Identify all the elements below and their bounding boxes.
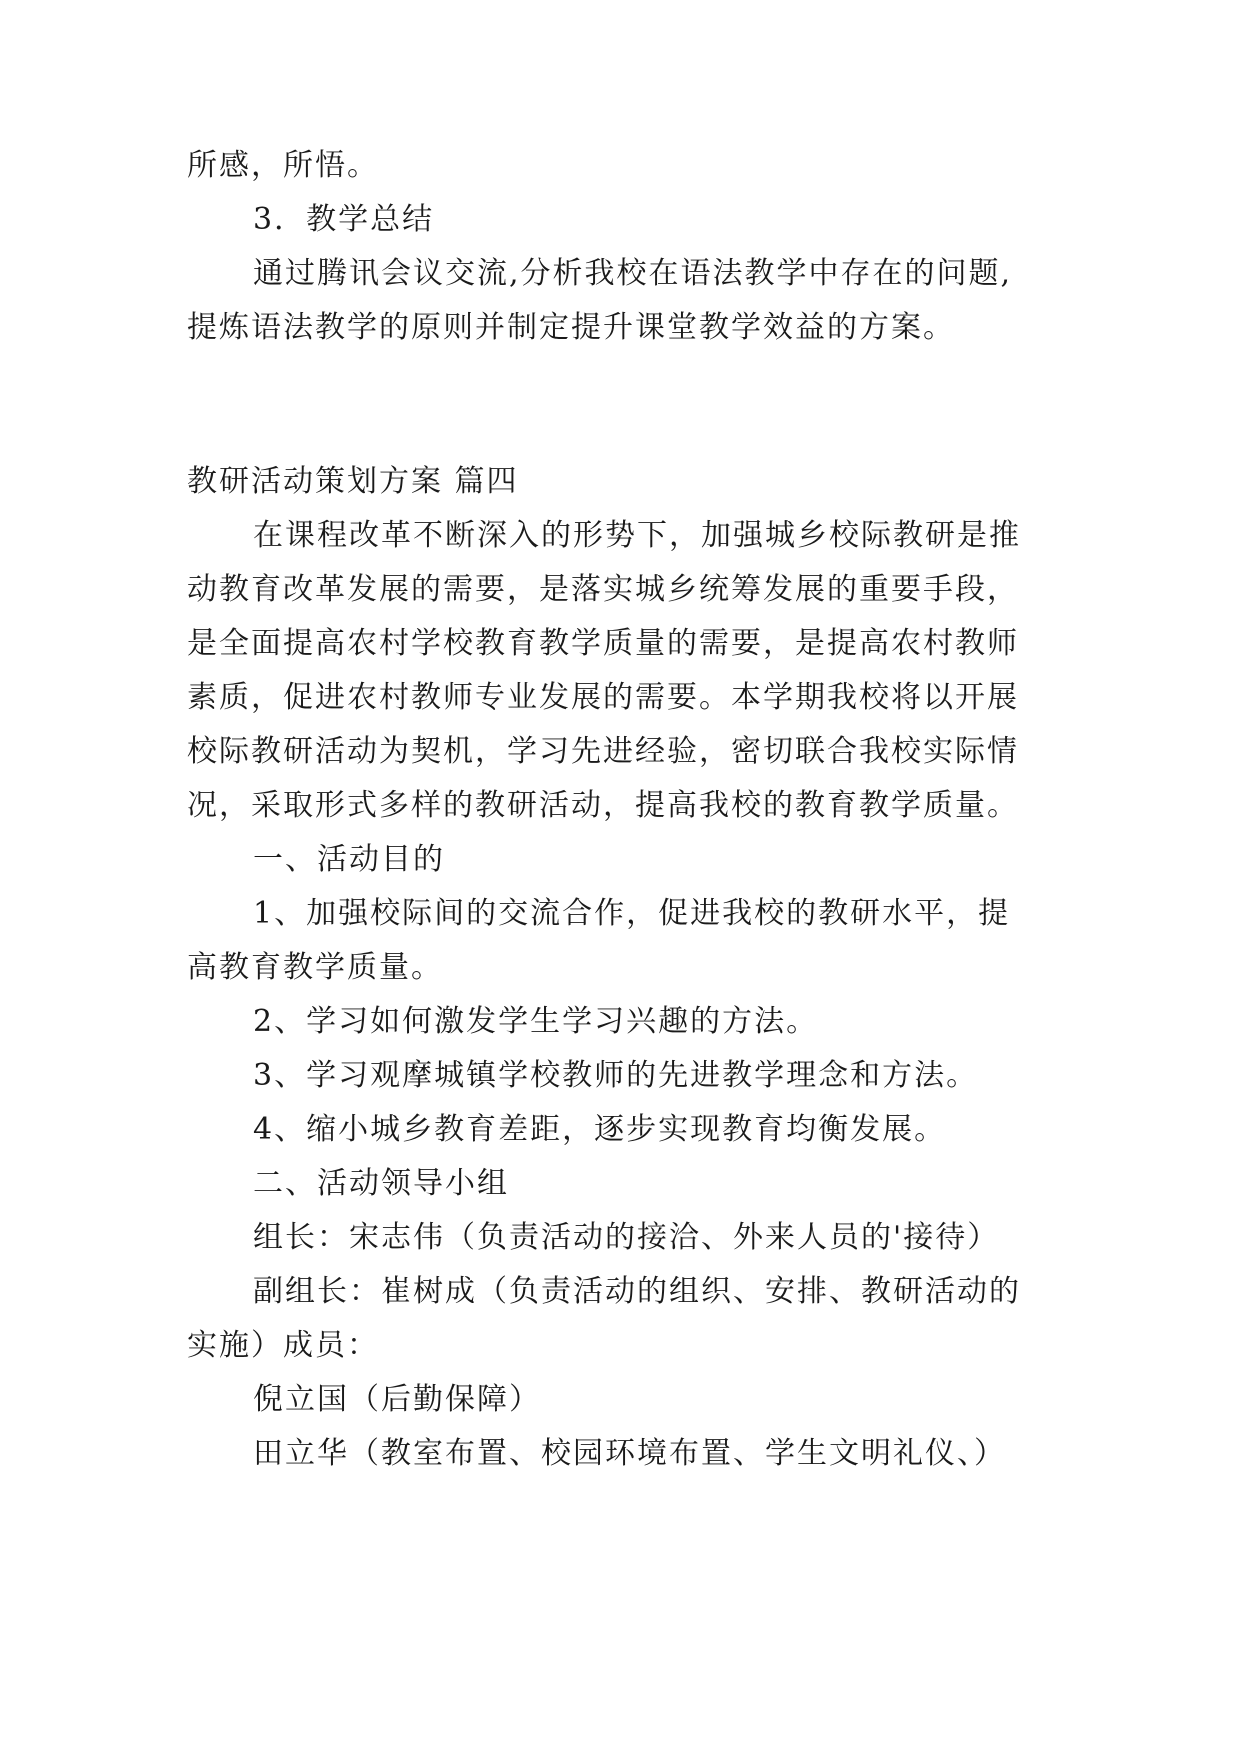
paragraph-line: 动教育改革发展的需要，是落实城乡统筹发展的重要手段，: [187, 572, 1019, 607]
list-item-continuation: 高教育教学质量。: [187, 950, 443, 985]
paragraph-line: 所感，所悟。: [187, 148, 379, 183]
paragraph-line: 校际教研活动为契机，学习先进经验，密切联合我校实际情: [187, 734, 1019, 769]
paragraph-line: 素质，促进农村教师专业发展的需要。本学期我校将以开展: [187, 680, 1019, 715]
article-title: 教研活动策划方案 篇四: [187, 464, 519, 499]
paragraph-line: 况，采取形式多样的教研活动，提高我校的教育教学质量。: [187, 788, 1019, 823]
section-heading: 二、活动领导小组: [253, 1166, 509, 1201]
paragraph-line: 田立华（教室布置、校园环境布置、学生文明礼仪、）: [253, 1436, 1006, 1471]
paragraph-line: 倪立国（后勤保障）: [253, 1382, 541, 1417]
list-item: 4、缩小城乡教育差距，逐步实现教育均衡发展。: [253, 1112, 947, 1147]
list-item: 1、加强校际间的交流合作，促进我校的教研水平，提: [253, 896, 1011, 931]
paragraph-line: 在课程改革不断深入的形势下，加强城乡校际教研是推: [253, 518, 1021, 553]
section-heading: 一、活动目的: [253, 842, 445, 877]
paragraph-line: 组长：宋志伟（负责活动的接洽、外来人员的'接待）: [253, 1220, 1000, 1255]
paragraph-line: 提炼语法教学的原则并制定提升课堂教学效益的方案。: [187, 310, 955, 345]
list-item: 2、学习如何激发学生学习兴趣的方法。: [253, 1004, 819, 1039]
section-heading: 3．教学总结: [253, 202, 435, 237]
paragraph-line: 通过腾讯会议交流,分析我校在语法教学中存在的问题,: [253, 256, 1013, 291]
paragraph-line: 副组长：崔树成（负责活动的组织、安排、教研活动的: [253, 1274, 1021, 1309]
paragraph-line: 实施）成员：: [187, 1328, 379, 1363]
list-item: 3、学习观摩城镇学校教师的先进教学理念和方法。: [253, 1058, 979, 1093]
paragraph-line: 是全面提高农村学校教育教学质量的需要，是提高农村教师: [187, 626, 1019, 661]
